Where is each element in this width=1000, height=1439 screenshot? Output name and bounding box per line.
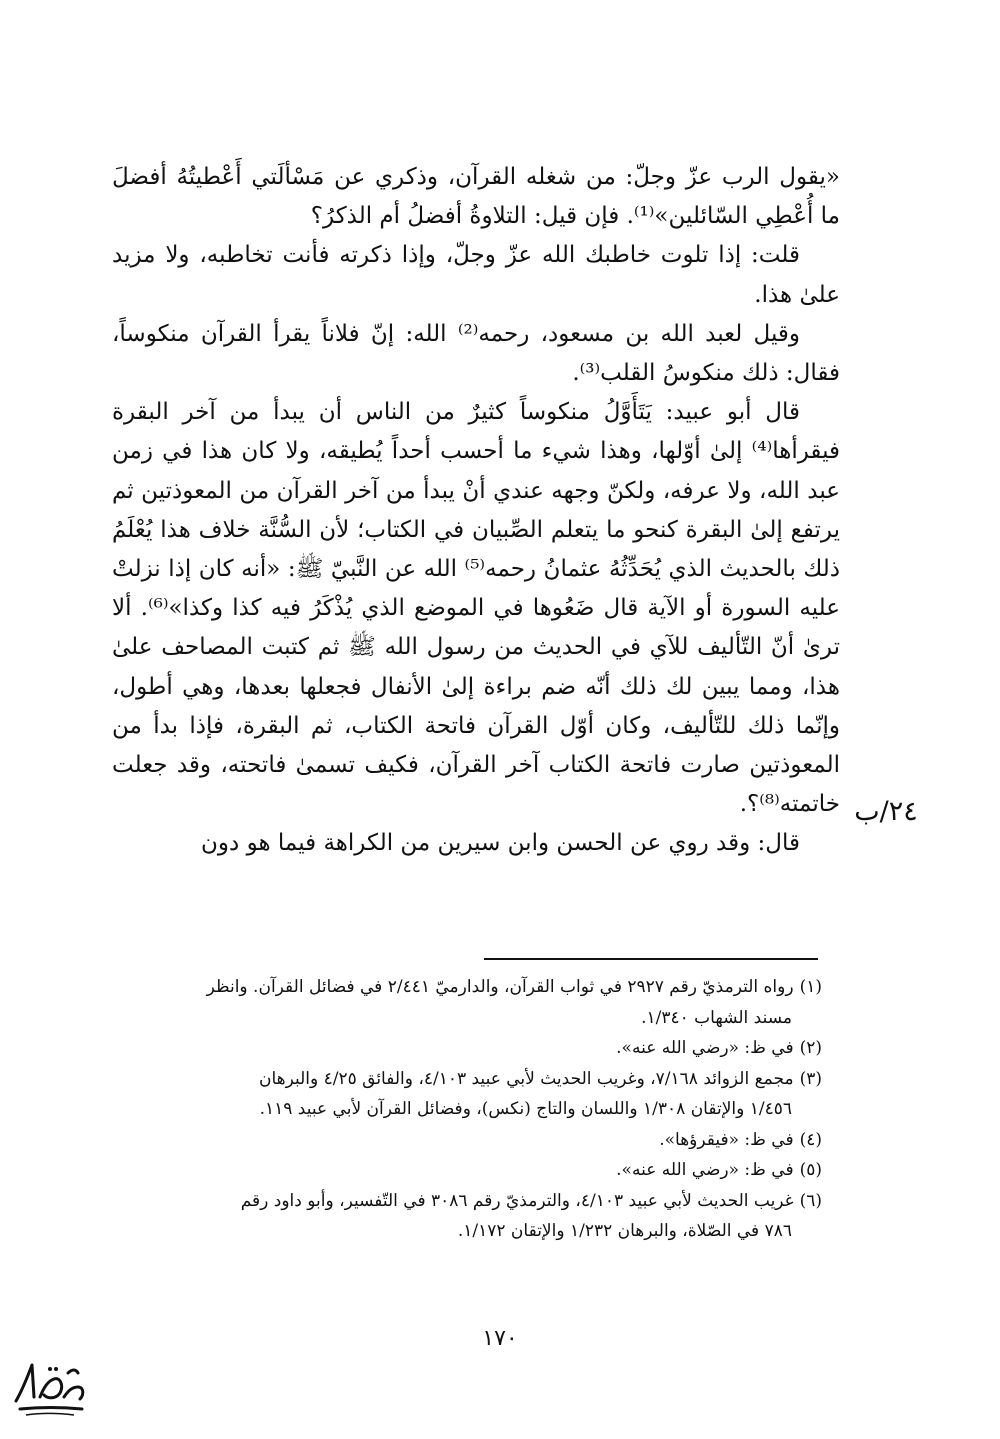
paragraph: قال: وقد روي عن الحسن وابن سيرين من الكراهة فيما هو دون	[201, 830, 800, 857]
footnote	[112, 1125, 822, 1156]
calligraphy-seal-icon	[10, 1357, 88, 1419]
paragraph: قال أبو عبيد: يَتَأَوَّلُ منكوساً كثيرٌ من الناس أن يبدأ من آخر البقرة فيقرأها⁽⁴⁾ إلىٰ أوّلها، وهذا شيء ما أحسب أحداً يُطيقه، ولا كان هذا في زمن عبد الله، ولا عرفه، ولكنّ وجهه عندي أنْ يبدأ من آخر القرآن من المعوذتين ثم يرتفع إلىٰ البقرة كنحو ما يتعلم الصِّبيان في الكتاب؛ لأن السُّنَّة خلاف هذا يُعْلَمُ ذلك بالحديث الذي يُحَدِّثُهُ عثمانُ رحمه⁽⁵⁾ الله عن النَّبيّ ﷺ: «أنه كان إذا نزلتْ عليه السورة أو الآية قال ضَعُوها في الموضع الذي يُذْكَرُ فيه كذا وكذا»⁽⁶⁾. ألا ترىٰ أنّ التّأليف للآي في الحديث من رسول الله ﷺ ثم كتبت المصاحف علىٰ هذا، ومما يبين لك ذلك أنّه ضم براءة إلىٰ الأنفال فجعلها بعدها، وهي أطول، وإنّما ذلك للتّأليف، وكان أوّل القرآن فاتحة الكتاب، ثم البقرة، فإذا بدأ من المعوذتين صارت فاتحة الكتاب آخر القرآن، فكيف تسمىٰ فاتحته، وقد جعلت خاتمته⁽⁸⁾؟.	[112, 399, 841, 818]
footnote-text: مجمع الزوائد ٧/١٦٨، وغريب الحديث لأبي عبيد ٤/١٠٣، والفائق ٤/٢٥ والبرهان	[258, 1068, 794, 1089]
footnote-number: (٢)	[799, 1038, 822, 1058]
footnote-text: في ظ: «رضي الله عنه».	[616, 1038, 794, 1058]
footnote-continuation: ١/٤٥٦ والإتقان ١/٣٠٨ واللسان والتاج (نكس)، وفضائل القرآن لأبي عبيد ١١٩.	[259, 1099, 792, 1119]
footnote-text: غريب الحديث لأبي عبيد ٤/١٠٣، والترمذيّ رقم ٣٠٨٦ في التّفسير، وأبو داود رقم	[240, 1190, 794, 1211]
footnotes	[112, 972, 822, 1247]
footnote-number: (١)	[799, 977, 822, 997]
footnote-text: في ظ: «فيقرؤها».	[659, 1129, 794, 1150]
footnote-number: (٤)	[799, 1129, 822, 1150]
footnote-text: رواه الترمذيّ رقم ٢٩٢٧ في ثواب القرآن، والدارميّ ٢/٤٤١ في فضائل القرآن. وانظر	[206, 977, 794, 997]
main-text	[112, 158, 840, 864]
footnote	[112, 972, 822, 1033]
page-number: ١٧٠	[482, 1326, 518, 1351]
footnote	[112, 1155, 822, 1186]
paragraph: قلت: إذا تلوت خاطبك الله عزّ وجلّ، وإذا ذكرته فأنت تخاطبه، ولا مزيد علىٰ هذا.	[112, 242, 840, 308]
footnote-number: (٦)	[799, 1190, 822, 1211]
footnote-continuation: مسند الشهاب ١/٣٤٠.	[641, 1007, 792, 1028]
footnote	[112, 1033, 822, 1064]
paragraph: «يقول الرب عزّ وجلّ: من شغله القرآن، وذكري عن مَسْألَتي أَعْطيتُهُ أفضلَ ما أُعْطِي السّائلين»⁽¹⁾. فإن قيل: التلاوةُ أفضلُ أم الذكرُ؟	[112, 164, 840, 230]
footnote-divider	[484, 958, 818, 960]
footnote-number: (٣)	[799, 1068, 822, 1089]
footnote-number: (٥)	[799, 1160, 822, 1180]
footnote-continuation: ٧٨٦ في الصّلاة، والبرهان ١/٢٣٢ والإتقان ١/١٧٢.	[457, 1221, 792, 1241]
folio-margin-note: ٢٤/ب	[854, 796, 918, 827]
footnote-text: في ظ: «رضي الله عنه».	[616, 1160, 794, 1180]
paragraph: وقيل لعبد الله بن مسعود، رحمه⁽²⁾ الله: إنّ فلاناً يقرأ القرآن منكوساً، فقال: ذلك منكوسُ القلب⁽³⁾.	[112, 320, 840, 387]
footnote	[112, 1064, 822, 1125]
footnote	[112, 1186, 822, 1247]
